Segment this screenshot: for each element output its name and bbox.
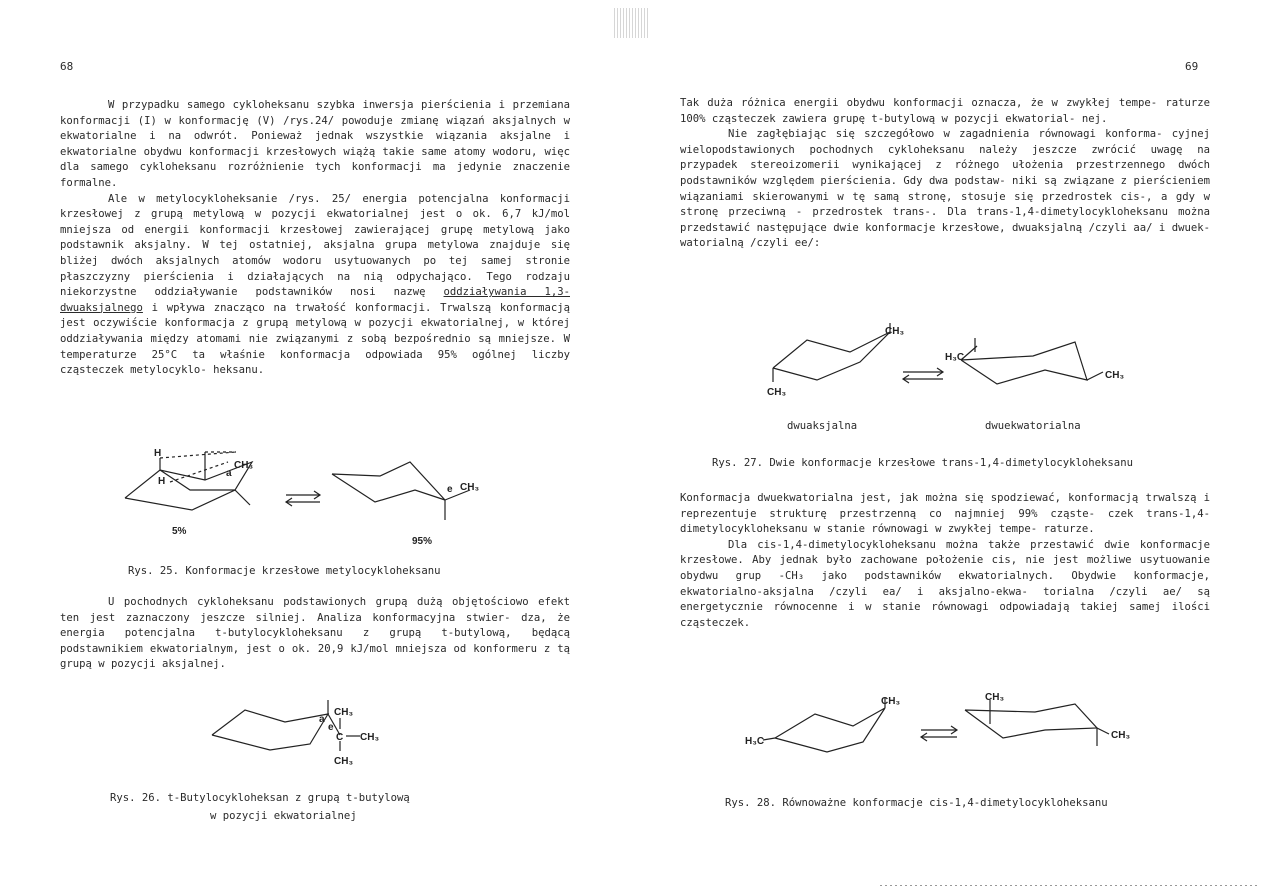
- figure-27: [745, 320, 1165, 435]
- label-a-26: a: [319, 714, 325, 725]
- h3c-label-27: H₃C: [945, 352, 965, 363]
- scan-artifact: [614, 8, 650, 38]
- left-paragraph-2: Ale w metylocykloheksanie /rys. 25/ energia potencjalna konformacji krzesłowej z grupą metylową w pozycji ekwatorialnej jest o ok. 6,7 kJ/mol mniejsza od energii konformacji krzesłowej zawierającej grupę metylową jako podstawnik aksjalny. W tej ostatniej, aksjalna grupa metylowa znajduje się bliżej dwóch aksjalnych atomów wodoru usytuowanych po tej samej stronie płaszczyzny pierścienia i działających na nią odpychająco. Tego rodzaju niekorzystne oddziaływanie podstawników nosi nazwę oddziaływania 1,3-dwuaksjalnego i wpływa znacząco na trwałość konformacji. Trwalszą konformacją jest oczywiście konformacja z grupą metylową w pozycji ekwatorialnej, w której oddziaływania między atomami nie związanymi z sobą bezpośrednio są mniejsze. W temperaturze 25°C ta właśnie konformacja odpowiada 95% ogólnej liczby cząsteczek metylocyklo- heksanu.: [60, 192, 571, 377]
- right-paragraph-3: Konformacja dwuekwatorialna jest, jak można się spodziewać, konformacją trwalszą i reprezentuje strukturę przestrzenną co najmniej 99% cząste- czek trans-1,4-dimetylocykloheksanu w stanie równowagi w zwykłej tempe- raturze.: [680, 492, 1210, 536]
- ch3-bottom-27: CH₃: [767, 387, 787, 398]
- caption-rys-28: Rys. 28. Równoważne konformacje cis-1,4-dimetylocykloheksanu: [725, 797, 1108, 809]
- ch3-top-26: CH₃: [334, 707, 354, 718]
- ch3-bottom-26: CH₃: [334, 756, 354, 767]
- ch3-top-left-28: CH₃: [881, 696, 901, 707]
- right-text-block-2: [680, 491, 1210, 631]
- chair-diequatorial: [961, 338, 1103, 384]
- right-text-block-1: [680, 96, 1210, 252]
- chair-cis-ae: [965, 700, 1109, 746]
- caption-rys-27: Rys. 27. Dwie konformacje krzesłowe trans-1,4-dimetylocykloheksanu: [712, 457, 1133, 469]
- caption-rys-26-line2: w pozycji ekwatorialnej: [210, 810, 357, 822]
- label-diaxial: dwuaksjalna: [787, 420, 858, 432]
- ch3-top-27: CH₃: [885, 326, 905, 337]
- left-paragraph-1: W przypadku samego cykloheksanu szybka inwersja pierścienia i przemiana konformacji (I) w konformację (V) /rys.24/ powoduje zmianę wiązań aksjalnych w ekwatorialne i na odwrót. Ponieważ jednak wszystkie wiązania aksjalne i ekwatorialne obydwu konformacji krzesłowych wiążą takie same atomy wodoru, więc dla samego cykloheksanu rozróżnienie tych konformacji ma jedynie znaczenie formalne.: [60, 99, 570, 189]
- left-paragraph-3: U pochodnych cykloheksanu podstawionych grupą dużą objętościowo efekt ten jest zaznaczony jeszcze silniej. Analiza konformacyjna stwier- dza, że energia potencjalna t-butylocykloheksanu z grupą t-butylową, będącą podstawnikiem ekwatorialnym, jest o ok. 20,9 kJ/mol mniejsza od konformeru z tą grupą w pozycji aksjalnej.: [60, 596, 571, 671]
- chair-diaxial: [773, 323, 890, 382]
- equilibrium-arrows-25: [286, 491, 320, 506]
- chair-axial: [125, 452, 252, 510]
- carbon-label: C: [336, 732, 344, 743]
- equilibrium-arrows-28: [921, 726, 957, 741]
- figure-25: [110, 440, 510, 550]
- label-e-26: e: [328, 722, 334, 733]
- figure-26: [200, 700, 400, 775]
- ch3-right-28: CH₃: [1111, 730, 1131, 741]
- pct-5: 5%: [172, 526, 187, 537]
- page-number-right: 69: [1185, 60, 1199, 73]
- label-a: a: [226, 468, 232, 479]
- right-paragraph-4: Dla cis-1,4-dimetylocykloheksanu można także przestawić dwie konformacje krzesłowe. Aby jednak było zachowane położenie cis, nie jest możliwe usytuowanie obydwu grup -CH₃ jako podstawników ekwatorialnych. Obydwie konformacje, ekwatorialno-aksjalna /czyli ea/ i aksjalno-ekwa- torialna /czyli ae/ są energetycznie równocenne i w stanie równowagi odpowiadają takiej samej ilości cząsteczek.: [680, 538, 1210, 629]
- h3c-label-28: H₃C: [745, 736, 765, 747]
- scan-edge-line: [880, 885, 1260, 886]
- label-diequatorial: dwuekwatorialna: [985, 420, 1081, 432]
- ch3-right-27: CH₃: [1105, 370, 1125, 381]
- left-text-block-2: [60, 595, 570, 673]
- h-label-1: H: [154, 448, 162, 459]
- label-e: e: [447, 484, 453, 495]
- chair-cis-ea: [763, 698, 885, 752]
- page-number-left: 68: [60, 60, 74, 73]
- left-text-block-1: [60, 98, 570, 379]
- ch3-top-right-28: CH₃: [985, 692, 1005, 703]
- equilibrium-arrows-27: [903, 368, 943, 383]
- right-paragraph-2: Nie zagłębiając się szczegółowo w zagadnienia równowagi konforma- cyjnej wielopodstawionych pochodnych cykloheksanu należy jeszcze zwrócić uwagę na przypadek stereoizomerii wynikającej z różnego ułożenia przestrzennego dwóch podstawników względem pierścienia. Gdy dwa podstaw- niki są związane z pierścieniem wiązaniami skierowanymi w tę samą stronę, stosuje się przedrostek cis-, a gdy w stronę przeciwną - przedrostek trans-. Dla trans-1,4-dimetylocykloheksanu można przedstawić następujące dwie konformacje krzesłowe, dwuaksjalną /czyli aa/ i dwuek- watorialną /czyli ee/:: [680, 128, 1211, 250]
- caption-rys-25: Rys. 25. Konformacje krzesłowe metylocykloheksanu: [128, 565, 441, 577]
- ch3-right-26: CH₃: [360, 732, 380, 743]
- figure-28: [735, 688, 1175, 778]
- underlined-term: oddziaływania 1,3-dwuaksjalnego: [60, 286, 570, 314]
- right-paragraph-1: Tak duża różnica energii obydwu konformacji oznacza, że w zwykłej tempe- raturze 100% cząsteczek zawiera grupę t-butylową w pozycji ekwatorial- nej.: [680, 97, 1210, 125]
- h-label-2: H: [158, 476, 166, 487]
- pct-95: 95%: [412, 536, 433, 547]
- ch3-axial-label: CH₃: [234, 460, 254, 471]
- ch3-eq-label: CH₃: [460, 482, 480, 493]
- caption-rys-26: Rys. 26. t-Butylocykloheksan z grupą t-butylową: [110, 792, 410, 804]
